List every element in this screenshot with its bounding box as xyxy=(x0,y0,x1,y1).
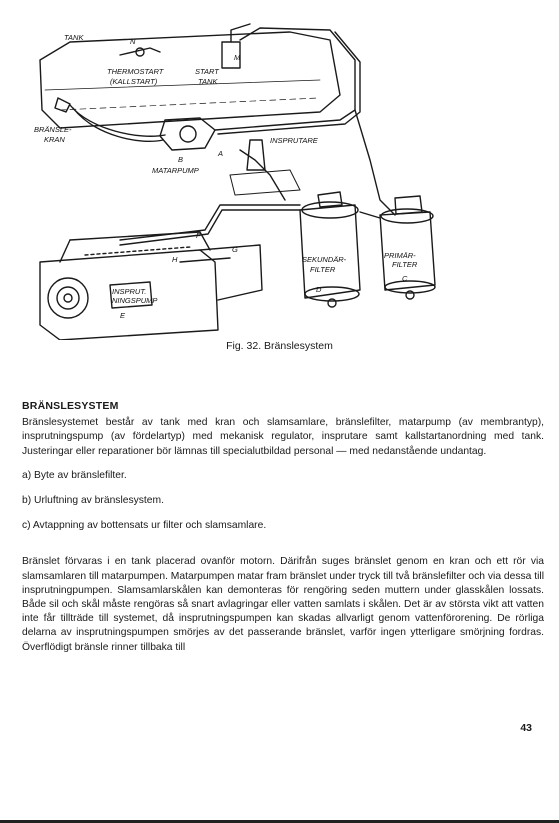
label-e: E xyxy=(120,311,126,320)
list-item: a) Byte av bränslefilter. xyxy=(22,469,127,481)
injector xyxy=(247,140,265,170)
label-start-tank: START xyxy=(195,67,219,76)
label-fuel-tap-2: KRAN xyxy=(44,135,65,144)
label-primary-filter: PRIMÄR- xyxy=(384,251,416,260)
figure-caption: Fig. 32. Bränslesystem xyxy=(226,340,333,352)
list-item: b) Urluftning av bränslesystem. xyxy=(22,495,164,507)
fuel-system-figure xyxy=(0,0,559,350)
label-secondary-filter-2: FILTER xyxy=(310,265,336,274)
label-injection-pump-2: NINGSPUMP xyxy=(112,296,158,305)
fuel-system-illustration xyxy=(0,0,559,340)
label-f: F xyxy=(196,231,201,240)
label-h: H xyxy=(172,255,178,264)
label-thermostart: THERMOSTART xyxy=(107,67,164,76)
tank-body xyxy=(40,32,340,128)
label-fuel-tap: BRÄNSLE- xyxy=(34,125,72,134)
label-secondary-filter: SEKUNDÄR- xyxy=(302,255,347,264)
fuel-system-section xyxy=(22,399,544,655)
label-feed-pump: MATARPUMP xyxy=(152,166,199,175)
feed-pump xyxy=(160,118,215,150)
label-injector: INSPRUTARE xyxy=(270,136,318,145)
label-n: N xyxy=(130,37,136,46)
label-d: D xyxy=(316,285,322,294)
section-title: BRÄNSLESYSTEM xyxy=(22,400,119,412)
label-kallstart: (KALLSTART) xyxy=(110,77,158,86)
label-start-tank-2: TANK xyxy=(198,77,218,86)
body-paragraph: Bränslet förvaras i en tank placerad ovanför motorn. Därifrån suges bränslet genom en kran och ett rör via slamsamlaren till matarpumpen. Matarpumpen matar fram bränslet under tryck till två bränslefilter och via dessa till insprutningpumpen. Slamsamlarskålen kan demonteras för rengöring seden muttern under glasskålen lossats. Både sil och skål måste rengöras så snart avlagringar eller vatten samlats i skålen. Det är av största vikt att vatten inte får tillträde till systemet, då insprutningspumpen kan skadas allvarligt genom vattenförorening. De rörliga delarna av insprutningspumpen smörjes av det passerande bränslet, varför ingen ytterligare smörjning fordras. Överflödigt bränsle rinner tillbaka till xyxy=(22,556,544,653)
label-m: M xyxy=(234,53,241,62)
label-a: A xyxy=(218,149,224,158)
secondary-filter xyxy=(300,205,360,298)
label-c: C xyxy=(402,274,408,283)
label-injection-pump: INSPRUT. xyxy=(112,287,147,296)
label-tank: TANK xyxy=(64,33,84,42)
intro-paragraph: Bränslesystemet består av tank med kran och slamsamlare, bränslefilter, matarpump (av membrantyp), insprutningspump (av fördelartyp) med mekanisk regulator, insprutare samt kallstartanordning med tank. Justeringar eller reparationer bör lämnas till specialutbildad personal — med nedanstående undantag. xyxy=(22,417,544,457)
page-number: 43 xyxy=(520,722,532,734)
label-g: G xyxy=(232,245,238,254)
label-b: B xyxy=(178,155,184,164)
list-item: c) Avtappning av bottensats ur filter och slamsamlare. xyxy=(22,520,267,532)
exceptions-list xyxy=(22,469,544,534)
label-primary-filter-2: FILTER xyxy=(392,260,418,269)
